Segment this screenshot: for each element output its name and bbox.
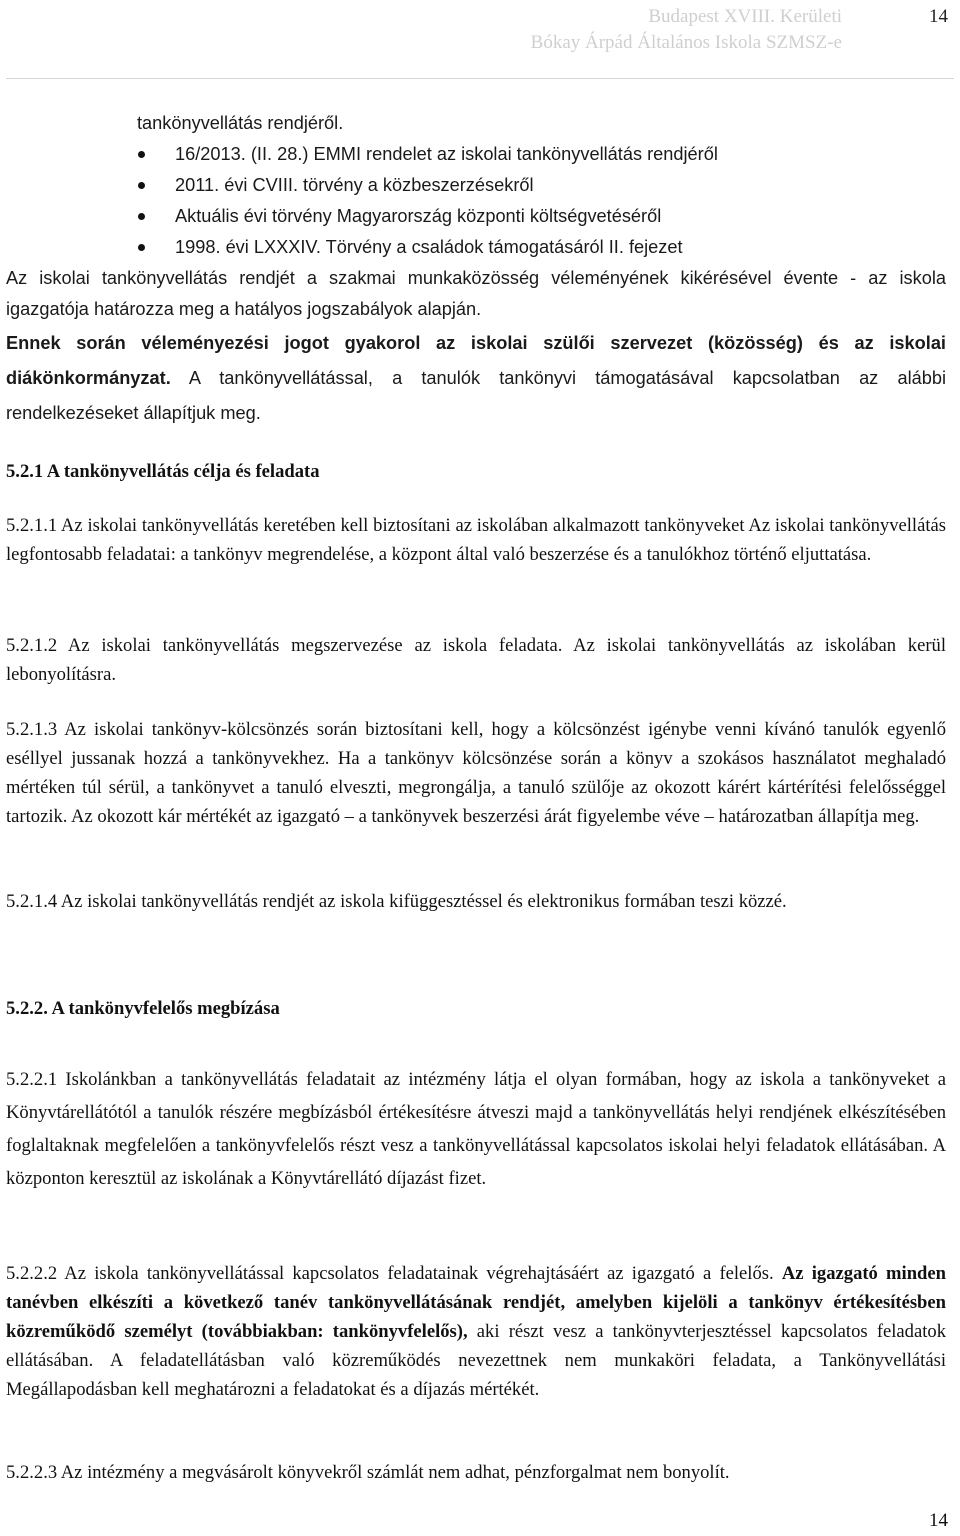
body-text: A tankönyvellátással, a tanulók tankönyvi támogatásával kapcsolatban az alábbi rendelkezéseket állapítjuk meg. [6, 368, 946, 423]
paragraph-5-2-1-1: 5.2.1.1 Az iskolai tankönyvellátás keretében kell biztosítani az iskolában alkalmazott tankönyveket Az iskolai tankönyvellátás legfontosabb feladatai: a tankönyv megrendelése, a központ által való beszerzése és a tanulókhoz történő eljuttatása. [6, 515, 946, 565]
header-line-1: Budapest XVIII. Kerületi [648, 6, 842, 27]
running-header [531, 4, 842, 56]
paragraph-intro: Az iskolai tankönyvellátás rendjét a szakmai munkaközösség véleményének kikérésével évente - az iskola igazgatója határozza meg a hatályos jogszabályok alapján. [6, 268, 946, 319]
lead-text: 5.2.2.2 Az iskola tankönyvellátással kapcsolatos feladatainak végrehajtásáért az igazgató a felelős. [6, 1263, 774, 1284]
body-text: aki részt vesz a tankönyvterjesztéssel kapcsolatos feladatok ellátásában. A feladatellátásban való közreműködés nevezettnek nem munkaköri feladata, a Tankönyvellátási Megállapodásban kell meghatározni a feladatokat és a díjazás mértékét. [6, 1321, 946, 1400]
paragraph-5-2-2-2 [6, 1259, 946, 1404]
list-item: 16/2013. (II. 28.) EMMI rendelet az iskolai tankönyvellátás rendjéről [0, 139, 960, 170]
paragraph-5-2-2-3: 5.2.2.3 Az intézmény a megvásárolt könyvekről számlát nem adhat, pénzforgalmat nem bonyolít. [6, 1462, 730, 1483]
list-item: 1998. évi LXXXIV. Törvény a családok támogatásáról II. fejezet [0, 232, 960, 263]
list-item: Aktuális évi törvény Magyarország központi költségvetéséről [0, 201, 960, 232]
header-line-2: Bókay Árpád Általános Iskola SZMSZ-e [530, 32, 842, 53]
bold-text: Az igazgató minden tanévben elkészíti a következő tanév tankönyvellátásának rendjét, amelyben kijelöli a tankönyv értékesítésben közreműködő személyt (továbbiakban: tankönyvfelelős), [6, 1263, 946, 1342]
intro-line: tankönyvellátás rendjéről. [137, 113, 344, 133]
paragraph-5-2-2-1: 5.2.2.1 Iskolánkban a tankönyvellátás feladatait az intézmény látja el olyan formában, hogy az iskola a tankönyveket a Könyvtárellátótól a tanulók részére megbízásból értékesítésre átveszi majd a tankönyvellátás helyi rendjének elkészítésében foglaltaknak megfelelően a tankönyvfelelős részt vesz a tankönyvellátással kapcsolatos iskolai helyi feladatok ellátásában. A központon keresztül az iskolának a Könyvtárellátó díjazást fizet. [6, 1069, 946, 1189]
paragraph-5-2-1-4: 5.2.1.4 Az iskolai tankönyvellátás rendjét az iskola kifüggesztéssel és elektronikus formában teszi közzé. [6, 891, 787, 912]
legal-reference-list [0, 139, 960, 263]
bold-text: Ennek során véleményezési jogot gyakorol az iskolai szülői szervezet (közösség) és az iskolai diákönkormányzat. [6, 333, 946, 388]
paragraph-consultation [6, 326, 946, 431]
footer-page-number: 14 [929, 1510, 948, 1531]
header-rule [6, 78, 954, 79]
list-item: 2011. évi CVIII. törvény a közbeszerzésekről [0, 170, 960, 201]
paragraph-5-2-1-3: 5.2.1.3 Az iskolai tankönyv-kölcsönzés során biztosítani kell, hogy a kölcsönzést igénybe venni kívánó tanulók egyenlő eséllyel jussanak hozzá a tankönyvekhez. Ha a tankönyv kölcsönzése során a könyv a szokásos használatot meghaladó mértéken túl sérül, a tankönyvet a tanuló elveszti, megrongálja, a tanuló szülője az okozott kárért kártérítési felelősséggel tartozik. Az okozott kár mértékét az igazgató – a tankönyvek beszerzési árát figyelembe véve – határozatban állapítja meg. [6, 719, 946, 827]
section-heading-5-2-2: 5.2.2. A tankönyvfelelős megbízása [6, 998, 280, 1019]
section-heading-5-2-1: 5.2.1 A tankönyvellátás célja és feladata [6, 461, 320, 482]
header-page-number: 14 [929, 6, 948, 27]
paragraph-5-2-1-2: 5.2.1.2 Az iskolai tankönyvellátás megszervezése az iskola feladata. Az iskolai tankönyvellátás az iskolában kerül lebonyolításra. [6, 635, 946, 685]
